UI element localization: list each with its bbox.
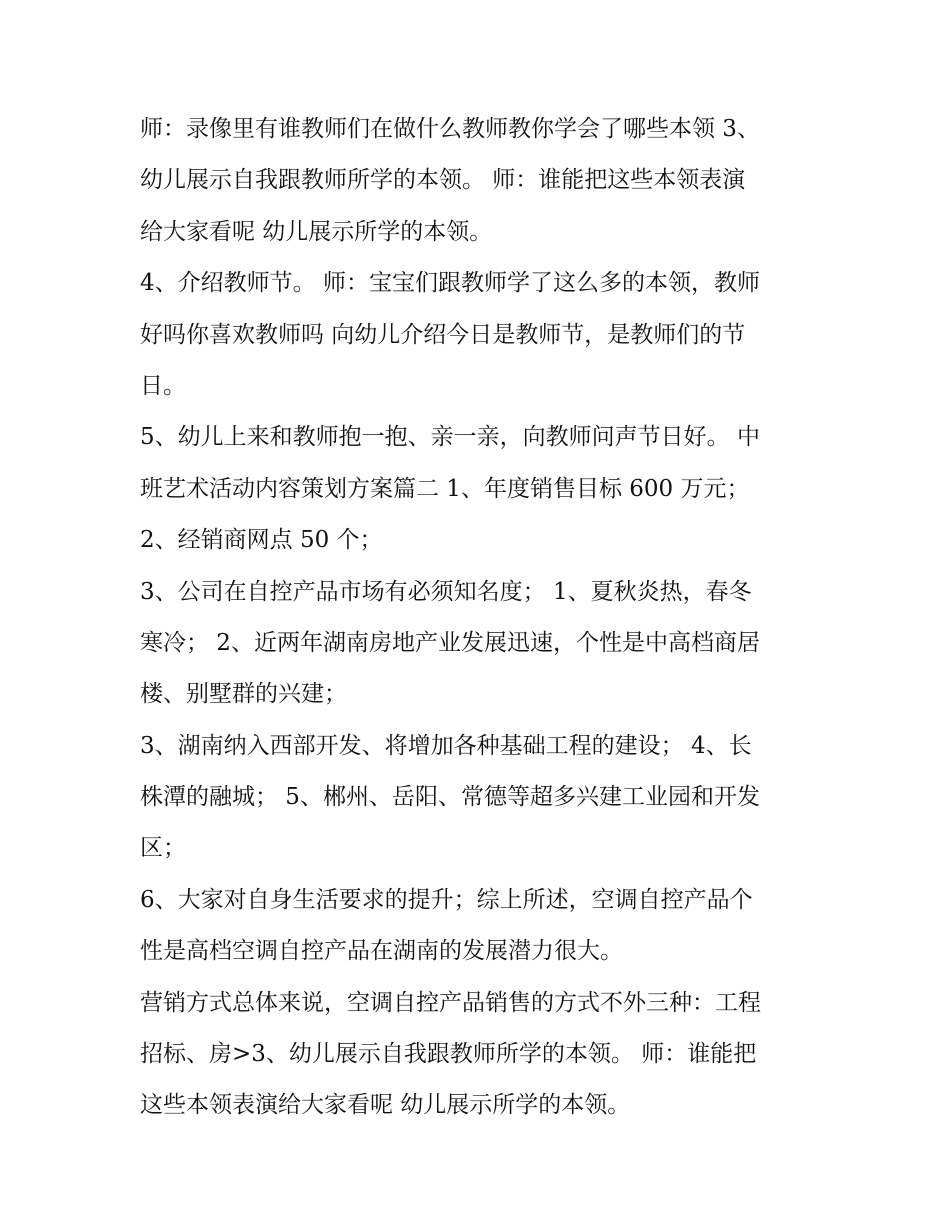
- text-line: 区；: [140, 835, 186, 862]
- text-line: 株潭的融城； 5、郴州、岳阳、常德等超多兴建工业园和开发: [140, 784, 760, 811]
- paragraph-6: [140, 721, 820, 875]
- document-body: [140, 104, 820, 1132]
- paragraph-5: [140, 567, 820, 721]
- text-line: 3、公司在自控产品市场有必须知名度； 1、夏秋炎热，春冬: [140, 578, 752, 605]
- paragraph-1: [140, 104, 820, 258]
- text-line: 性是高档空调自控产品在湖南的发展潜力很大。: [140, 938, 623, 965]
- text-line: 这些本领表演给大家看呢 幼儿展示所学的本领。: [140, 1092, 631, 1119]
- text-line: 师：录像里有谁教师们在做什么教师教你学会了哪些本领 3、: [140, 116, 760, 142]
- paragraph-4: [140, 515, 820, 566]
- text-line: 班艺术活动内容策划方案篇二 1、年度销售目标 600 万元；: [140, 475, 750, 502]
- text-line: 招标、房>3、幼儿展示自我跟教师所学的本领。 师：谁能把: [140, 1041, 757, 1068]
- paragraph-2: [140, 258, 820, 412]
- text-line: 4、介绍教师节。 师：宝宝们跟教师学了这么多的本领，教师: [140, 270, 760, 297]
- text-line: 5、幼儿上来和教师抱一抱、亲一亲，向教师问声节日好。 中: [140, 424, 760, 451]
- text-line: 2、经销商网点 50 个；: [140, 527, 383, 554]
- text-line: 营销方式总体来说，空调自控产品销售的方式不外三种：工程: [140, 989, 761, 1016]
- text-line: 3、湖南纳入西部开发、将增加各种基础工程的建设； 4、长: [140, 732, 752, 759]
- text-line: 寒冷； 2、近两年湖南房地产业发展迅速，个性是中高档商居: [140, 629, 760, 656]
- text-line: 6、大家对自身生活要求的提升；综上所述，空调自控产品个: [140, 886, 753, 913]
- text-line: 楼、别墅群的兴建；: [140, 681, 347, 708]
- text-line: 好吗你喜欢教师吗 向幼儿介绍今日是教师节，是教师们的节: [140, 321, 746, 348]
- text-line: 日。: [140, 372, 186, 399]
- paragraph-8: [140, 978, 820, 1132]
- paragraph-3: [140, 412, 820, 515]
- text-line: 幼儿展示自我跟教师所学的本领。 师：谁能把这些本领表演: [140, 167, 746, 194]
- text-line: 给大家看呢 幼儿展示所学的本领。: [140, 218, 493, 245]
- paragraph-7: [140, 875, 820, 978]
